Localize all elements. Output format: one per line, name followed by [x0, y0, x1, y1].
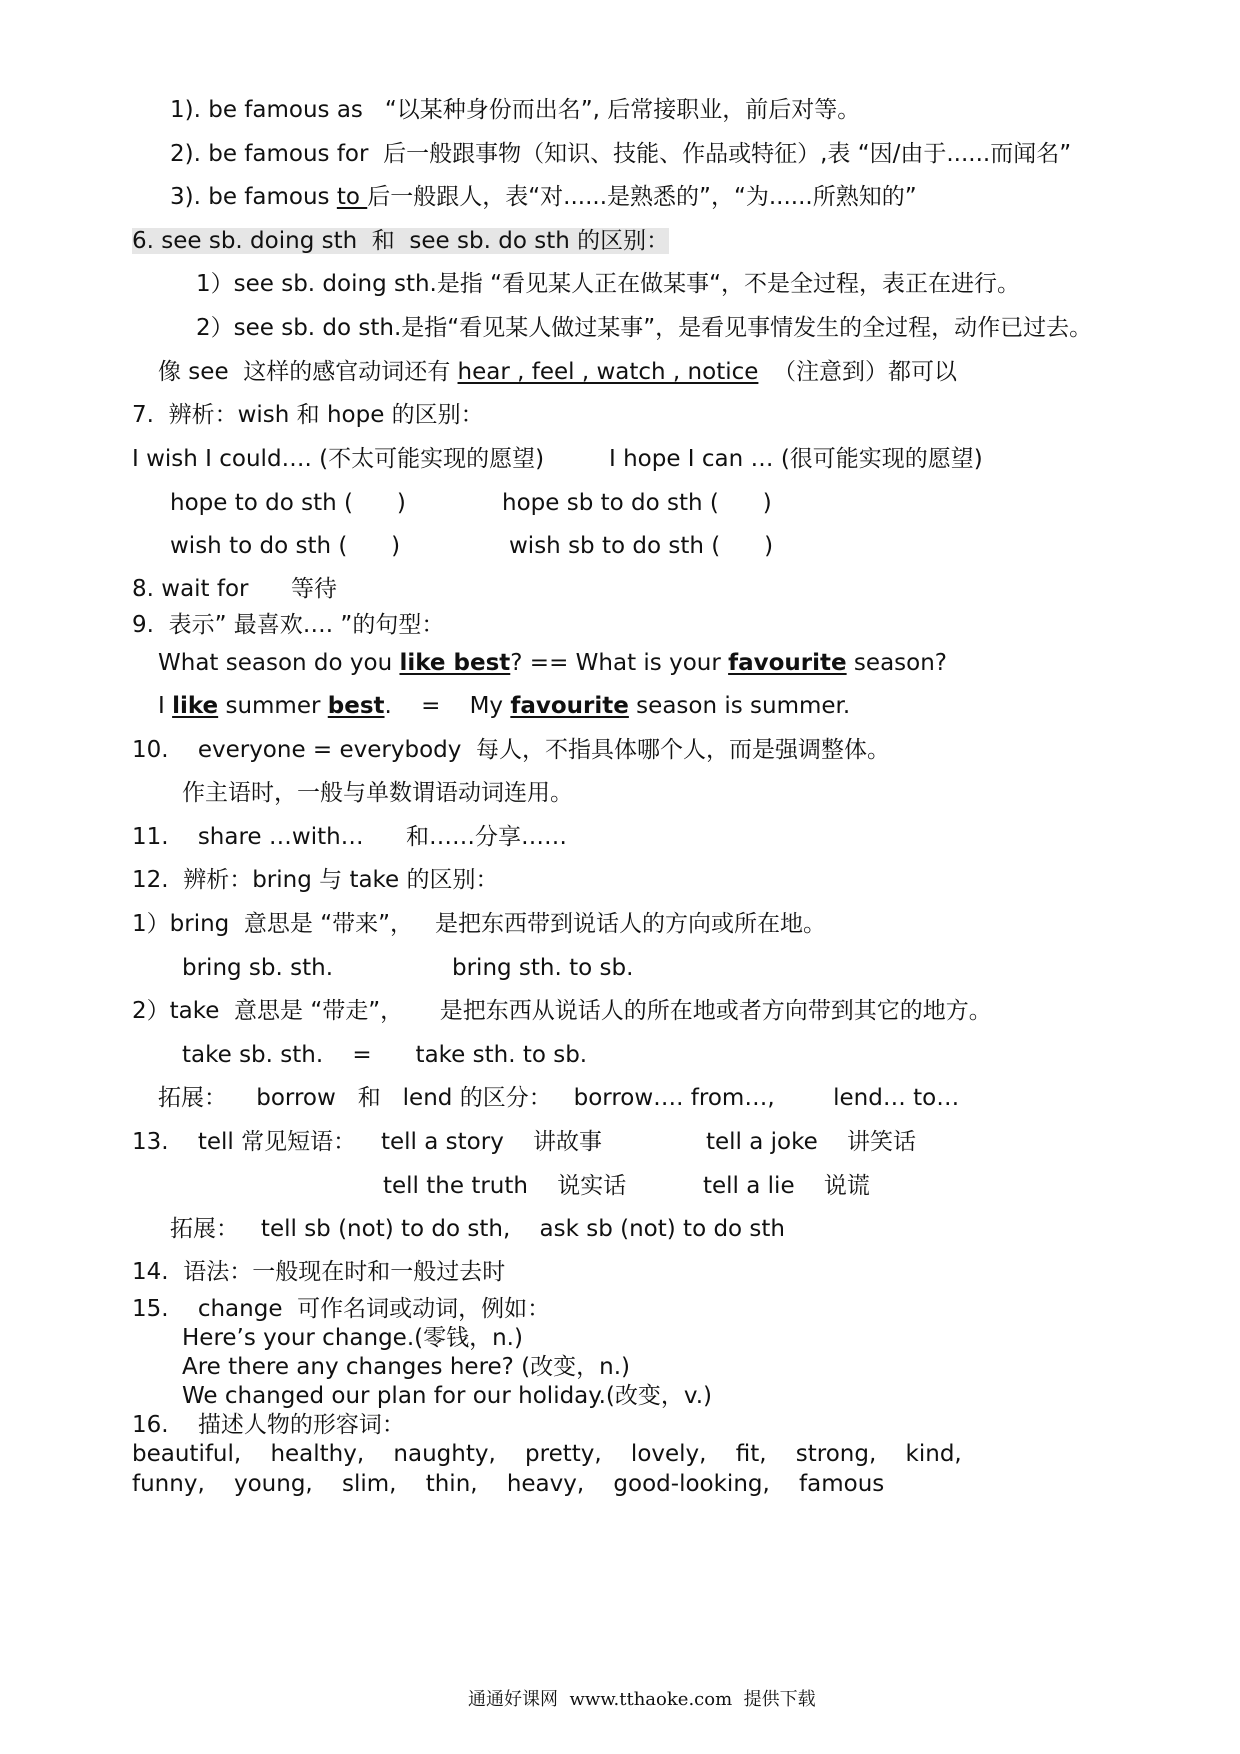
section-10-line-2: 作主语时，一般与单数谓语动词连用。	[182, 780, 573, 806]
adjectives-row-2: funny, young, slim, thin, heavy, good-looking, famous	[132, 1471, 885, 1497]
a-favourite: favourite	[510, 693, 629, 719]
wish-sb-to-do: wish sb to do sth ( )	[509, 533, 774, 559]
wish-to-do: wish to do sth ( )	[170, 533, 401, 559]
famous-to-underlined: to	[336, 184, 368, 210]
q-part-1: What season do you	[158, 650, 400, 676]
section-6-title-text: 6. see sb. doing sth 和 see sb. do sth 的区别：	[132, 228, 670, 254]
famous-to-line	[170, 182, 917, 212]
change-example-2: Are there any changes here? (改变，n.)	[182, 1354, 631, 1380]
section-14-line: 14. 语法：一般现在时和一般过去时	[132, 1259, 506, 1285]
hope-sb-to-do: hope sb to do sth ( )	[502, 490, 772, 516]
section-13-title: 13. tell 常见短语：	[132, 1129, 357, 1155]
q-part-3: season?	[846, 650, 948, 676]
adjectives-row-1: beautiful, healthy, naughty, pretty, lovely, fit, strong, kind,	[132, 1441, 962, 1467]
section-12-title: 12. 辨析：bring 与 take 的区别：	[132, 867, 499, 893]
famous-as-line: 1). be famous as “以某种身份而出名”, 后常接职业，前后对等。	[170, 97, 861, 123]
section-7-title: 7. 辨析：wish 和 hope 的区别：	[132, 402, 484, 428]
section-9-title: 9. 表示” 最喜欢…. ”的句型：	[132, 612, 445, 638]
see-do-line: 2）see sb. do sth.是指“看见某人做过某事”，是看见事情发生的全过程，动作已过去。	[196, 315, 1093, 341]
a-part-4: season is summer.	[628, 693, 851, 719]
bring-pattern-2: bring sth. to sb.	[452, 955, 634, 981]
section-10-line-1: 10. everyone = everybody 每人，不指具体哪个人，而是强调整体。	[132, 737, 890, 763]
section-15-title: 15. change 可作名词或动词，例如：	[132, 1296, 551, 1322]
a-part-1: I	[158, 693, 173, 719]
take-patterns: take sb. sth. = take sth. to sb.	[182, 1042, 588, 1068]
famous-to-rest: 后一般跟人，表“对......是熟悉的”，“为......所熟知的”	[367, 184, 917, 210]
take-meaning: 2）take 意思是 “带走”， 是把东西从说话人的所在地或者方向带到其它的地方。	[132, 998, 992, 1024]
tell-ask-extension: 拓展： tell sb (not) to do sth, ask sb (not) to do sth	[170, 1216, 786, 1242]
see-doing-line: 1）see sb. doing sth.是指 “看见某人正在做某事“，不是全过程，表正在进行。	[196, 271, 1021, 297]
a-part-2: summer	[218, 693, 328, 719]
change-example-1: Here’s your change.(零钱，n.)	[182, 1325, 523, 1351]
a-part-3: . = My	[384, 693, 511, 719]
tell-a-lie: tell a lie 说谎	[703, 1173, 870, 1199]
perception-verbs-line	[158, 357, 957, 387]
section-11-meaning: 和……分享……	[406, 824, 567, 850]
famous-to-text: 3). be famous	[170, 184, 337, 210]
section-11-phrase: 11. share …with…	[132, 824, 364, 850]
section-6-title	[132, 226, 669, 256]
tell-a-joke: tell a joke 讲笑话	[706, 1129, 917, 1155]
tell-the-truth: tell the truth 说实话	[383, 1173, 627, 1199]
hope-to-do: hope to do sth ( )	[170, 490, 406, 516]
wish-example: I wish I could…. (不太可能实现的愿望)	[132, 446, 545, 472]
bring-meaning: 1）bring 意思是 “带来”， 是把东西带到说话人的方向或所在地。	[132, 911, 826, 937]
page-footer: 通通好课网 www.tthaoke.com 提供下载	[468, 1689, 816, 1710]
q-part-2: ? == What is your	[510, 650, 729, 676]
favourite-answer	[158, 691, 850, 721]
borrow-lend-extension: 拓展： borrow 和 lend 的区分： borrow…. from…, lend… to…	[158, 1085, 960, 1111]
favourite-question	[158, 648, 947, 678]
perception-verbs-rest: （注意到）都可以	[758, 359, 958, 385]
perception-verbs-text: 像 see 这样的感官动词还有	[158, 359, 458, 385]
section-8-meaning: 等待	[291, 576, 337, 602]
a-like: like	[172, 693, 219, 719]
q-like-best: like best	[399, 650, 511, 676]
hope-example: I hope I can … (很可能实现的愿望)	[609, 446, 983, 472]
section-16-title: 16. 描述人物的形容词：	[132, 1412, 405, 1438]
change-example-3: We changed our plan for our holiday.(改变，v.)	[182, 1383, 712, 1409]
tell-a-story: tell a story 讲故事	[381, 1129, 603, 1155]
bring-pattern-1: bring sb. sth.	[182, 955, 334, 981]
a-best: best	[327, 693, 385, 719]
section-8-phrase: 8. wait for	[132, 576, 249, 602]
q-favourite: favourite	[728, 650, 847, 676]
perception-verbs-list: hear , feel , watch , notice	[457, 359, 759, 385]
famous-for-line: 2). be famous for 后一般跟事物（知识、技能、作品或特征）,表 “因/由于......而闻名”	[170, 141, 1072, 167]
